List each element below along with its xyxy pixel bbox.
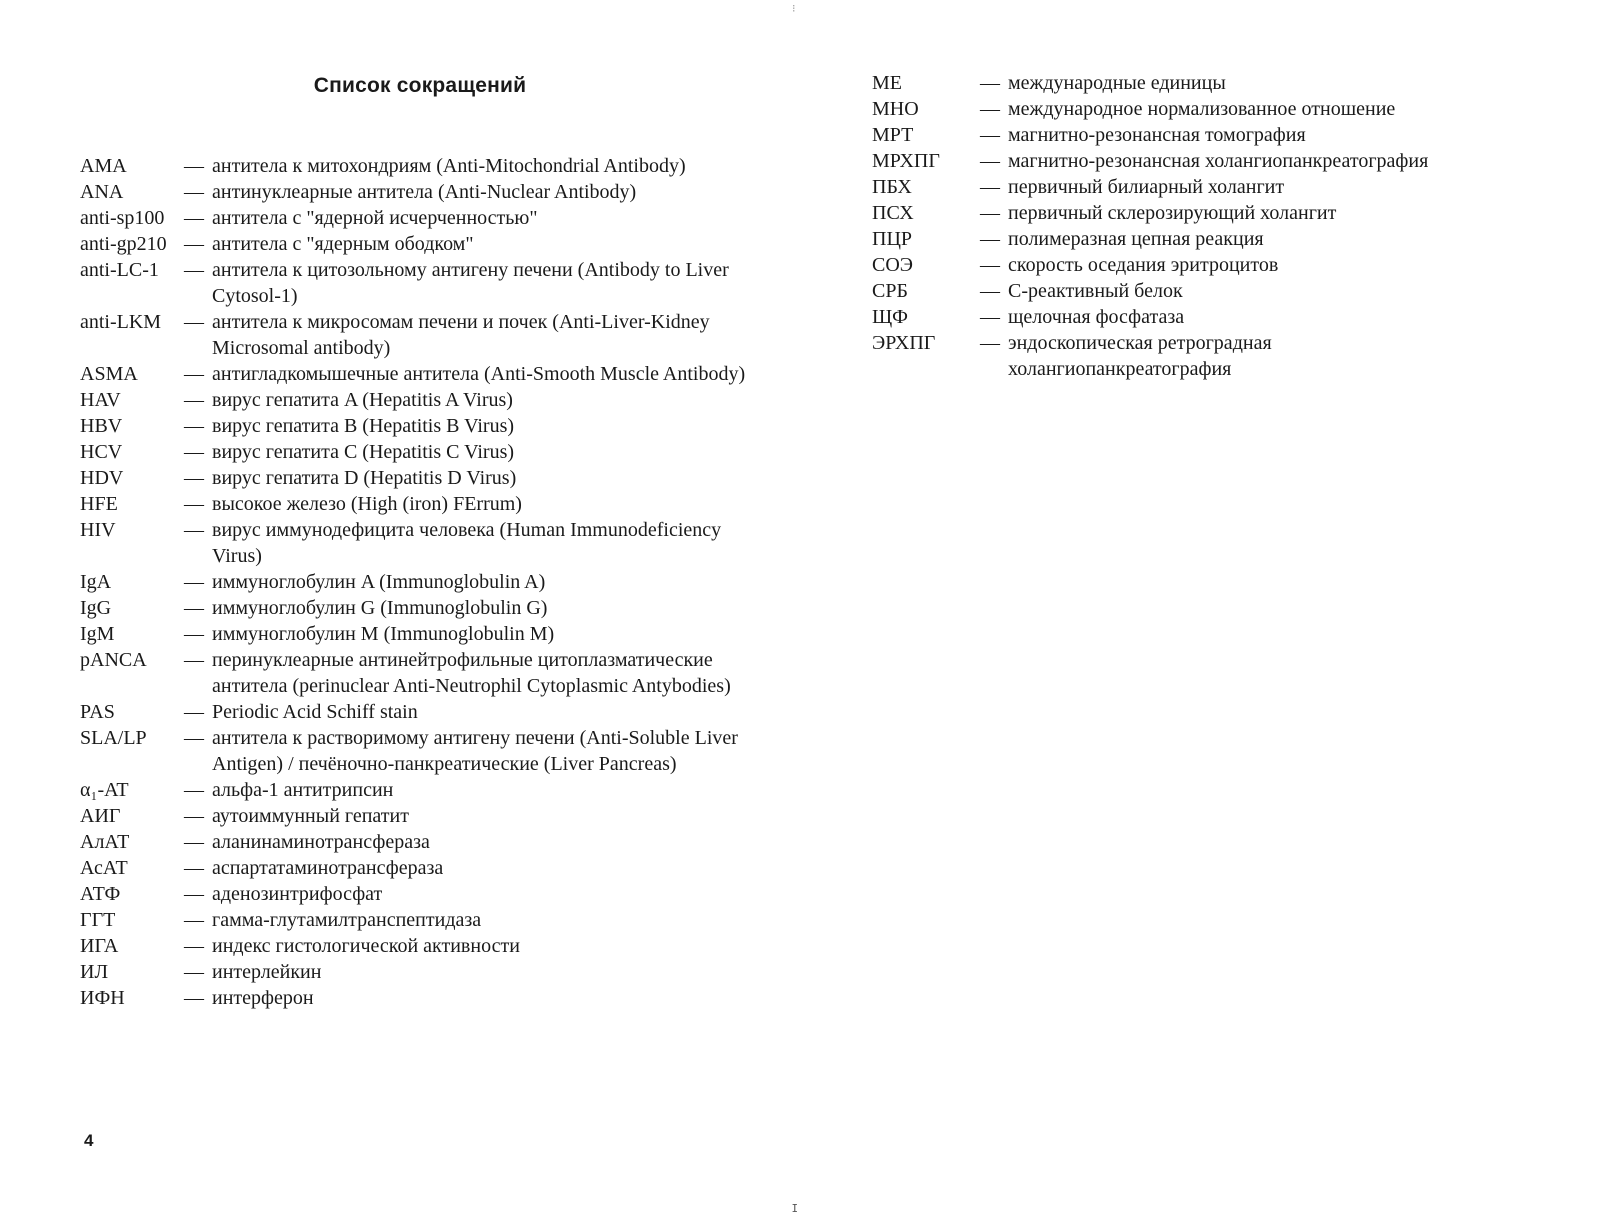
- abbreviation-entry: [80, 257, 780, 309]
- em-dash-separator: —: [980, 306, 1000, 328]
- abbreviation-definition: антитела к митохондриям (Anti-Mitochondrial Antibody): [212, 155, 686, 177]
- abbreviation-definition: иммуноглобулин M (Immunoglobulin M): [212, 623, 555, 645]
- abbreviation-definition: вирус гепатита B (Hepatitis B Virus): [212, 415, 515, 437]
- abbreviation-term: ЭРХПГ: [872, 332, 936, 354]
- em-dash-separator: —: [184, 857, 204, 879]
- abbreviation-entry: [80, 309, 780, 361]
- em-dash-separator: —: [980, 202, 1000, 224]
- abbreviation-entry: [80, 413, 780, 439]
- em-dash-separator: —: [184, 961, 204, 983]
- abbreviation-list-right: [872, 70, 1592, 382]
- abbreviation-definition: первичный билиарный холангит: [1008, 176, 1285, 198]
- em-dash-separator: —: [980, 124, 1000, 146]
- abbreviation-definition: антинуклеарные антитела (Anti-Nuclear Antibody): [212, 181, 637, 203]
- abbreviation-entry: [872, 96, 1592, 122]
- abbreviation-entry: [80, 985, 780, 1011]
- abbreviation-definition: высокое железо (High (iron) FErrum): [212, 493, 522, 515]
- abbreviation-entry: [872, 304, 1592, 330]
- em-dash-separator: —: [184, 597, 204, 619]
- abbreviation-term: ASMA: [80, 363, 138, 385]
- abbreviation-term: ПБХ: [872, 176, 912, 198]
- abbreviation-term: ИЛ: [80, 961, 109, 983]
- em-dash-separator: —: [184, 389, 204, 411]
- abbreviation-definition: магнитно-резонансная холангиопанкреатография: [1008, 150, 1429, 172]
- abbreviation-definition: щелочная фосфатаза: [1008, 306, 1185, 328]
- abbreviation-entry: [80, 933, 780, 959]
- abbreviation-term: HAV: [80, 389, 121, 411]
- abbreviation-entry: [80, 517, 780, 569]
- abbreviation-list-left: [80, 153, 780, 1011]
- abbreviation-entry: [872, 174, 1592, 200]
- abbreviation-entry: [80, 699, 780, 725]
- abbreviation-entry: [80, 647, 780, 699]
- abbreviation-term: IgG: [80, 597, 112, 619]
- page-title: Список сокращений: [313, 74, 527, 97]
- abbreviation-definition: иммуноглобулин A (Immunoglobulin A): [212, 571, 546, 593]
- abbreviation-term: АлАТ: [80, 831, 130, 853]
- abbreviation-term: МНО: [872, 98, 919, 120]
- em-dash-separator: —: [184, 805, 204, 827]
- em-dash-separator: —: [184, 935, 204, 957]
- em-dash-separator: —: [184, 207, 204, 229]
- binding-mark-icon: ⵊ: [792, 1203, 798, 1215]
- em-dash-separator: —: [184, 909, 204, 931]
- em-dash-separator: —: [184, 987, 204, 1009]
- abbreviation-definition: интерферон: [212, 987, 314, 1009]
- abbreviation-definition: антитела с "ядерным ободком": [212, 233, 474, 255]
- abbreviation-term: МРХПГ: [872, 150, 940, 172]
- abbreviation-entry: [80, 907, 780, 933]
- abbreviation-entry: [80, 153, 780, 179]
- em-dash-separator: —: [184, 311, 204, 333]
- abbreviation-definition: аутоиммунный гепатит: [212, 805, 409, 827]
- abbreviation-entry: [872, 148, 1592, 174]
- abbreviation-definition: Periodic Acid Schiff stain: [212, 701, 418, 723]
- em-dash-separator: —: [184, 155, 204, 177]
- abbreviation-term: α₁-AT: [80, 779, 129, 801]
- abbreviation-definition: вирус гепатита C (Hepatitis C Virus): [212, 441, 515, 463]
- em-dash-separator: —: [980, 72, 1000, 94]
- abbreviation-entry: [872, 122, 1592, 148]
- em-dash-separator: —: [980, 332, 1000, 354]
- abbreviation-term: СОЭ: [872, 254, 913, 276]
- abbreviation-definition: С-реактивный белок: [1008, 280, 1183, 302]
- abbreviation-definition: первичный склерозирующий холангит: [1008, 202, 1337, 224]
- em-dash-separator: —: [184, 727, 204, 749]
- em-dash-separator: —: [184, 779, 204, 801]
- abbreviation-term: AMA: [80, 155, 127, 177]
- abbreviation-definition: международные единицы: [1008, 72, 1226, 94]
- em-dash-separator: —: [184, 623, 204, 645]
- em-dash-separator: —: [184, 571, 204, 593]
- em-dash-separator: —: [184, 493, 204, 515]
- abbreviation-entry: [80, 179, 780, 205]
- abbreviation-term: ИГА: [80, 935, 119, 957]
- abbreviation-entry: [80, 439, 780, 465]
- em-dash-separator: —: [184, 415, 204, 437]
- abbreviation-term: АИГ: [80, 805, 121, 827]
- abbreviation-definition: антигладкомышечные антитела (Anti-Smooth Muscle Antibody): [212, 363, 746, 385]
- abbreviation-entry: [80, 491, 780, 517]
- abbreviation-entry: [80, 361, 780, 387]
- abbreviation-entry: [872, 200, 1592, 226]
- abbreviation-entry: [872, 252, 1592, 278]
- abbreviation-term: IgA: [80, 571, 112, 593]
- abbreviation-definition: вирус гепатита A (Hepatitis A Virus): [212, 389, 513, 411]
- em-dash-separator: —: [184, 649, 204, 671]
- abbreviation-definition: антитела к растворимому антигену печени (Anti-Soluble Liver Antigen) / печёночно-панкреатические (Liver Pancreas): [212, 727, 738, 775]
- abbreviation-term: IgM: [80, 623, 115, 645]
- abbreviation-term: СРБ: [872, 280, 908, 302]
- abbreviation-entry: [80, 387, 780, 413]
- abbreviation-entry: [80, 205, 780, 231]
- em-dash-separator: —: [184, 441, 204, 463]
- abbreviation-definition: антитела к цитозольному антигену печени (Antibody to Liver Cytosol-1): [212, 259, 729, 307]
- em-dash-separator: —: [184, 233, 204, 255]
- abbreviation-entry: [80, 621, 780, 647]
- em-dash-separator: —: [184, 883, 204, 905]
- abbreviation-definition: аспартатаминотрансфераза: [212, 857, 444, 879]
- abbreviation-term: HFE: [80, 493, 118, 515]
- abbreviation-entry: [80, 595, 780, 621]
- abbreviation-term: МЕ: [872, 72, 902, 94]
- abbreviation-entry: [80, 569, 780, 595]
- abbreviation-term: HBV: [80, 415, 123, 437]
- abbreviation-entry: [80, 959, 780, 985]
- abbreviation-term: ЩФ: [872, 306, 908, 328]
- abbreviation-definition: альфа-1 антитрипсин: [212, 779, 394, 801]
- abbreviation-entry: [872, 330, 1592, 382]
- page-number: 4: [84, 1131, 94, 1150]
- em-dash-separator: —: [184, 519, 204, 541]
- abbreviation-definition: магнитно-резонансная томография: [1008, 124, 1306, 146]
- abbreviation-term: PAS: [80, 701, 115, 723]
- abbreviation-definition: индекс гистологической активности: [212, 935, 520, 957]
- abbreviation-definition: международное нормализованное отношение: [1008, 98, 1396, 120]
- abbreviation-definition: аденозинтрифосфат: [212, 883, 383, 905]
- abbreviation-entry: [80, 777, 780, 803]
- abbreviation-term: АсАТ: [80, 857, 128, 879]
- abbreviation-entry: [872, 226, 1592, 252]
- abbreviation-definition: антитела с "ядерной исчерченностью": [212, 207, 538, 229]
- em-dash-separator: —: [980, 280, 1000, 302]
- abbreviation-definition: полимеразная цепная реакция: [1008, 228, 1264, 250]
- em-dash-separator: —: [980, 228, 1000, 250]
- abbreviation-definition: интерлейкин: [212, 961, 322, 983]
- abbreviation-term: SLA/LP: [80, 727, 147, 749]
- abbreviation-term: АТФ: [80, 883, 121, 905]
- abbreviation-entry: [80, 855, 780, 881]
- abbreviation-term: HDV: [80, 467, 124, 489]
- em-dash-separator: —: [184, 467, 204, 489]
- abbreviation-entry: [80, 803, 780, 829]
- abbreviation-definition: антитела к микросомам печени и почек (Anti-Liver-Kidney Microsomal antibody): [212, 311, 710, 359]
- abbreviation-entry: [872, 278, 1592, 304]
- em-dash-separator: —: [184, 259, 204, 281]
- em-dash-separator: —: [184, 701, 204, 723]
- abbreviation-definition: гамма-глутамилтранспептидаза: [212, 909, 482, 931]
- abbreviation-entry: [80, 829, 780, 855]
- em-dash-separator: —: [980, 150, 1000, 172]
- abbreviation-entry: [80, 231, 780, 257]
- abbreviation-entry: [80, 881, 780, 907]
- abbreviation-definition: эндоскопическая ретроградная холангиопанкреатография: [1008, 332, 1272, 380]
- em-dash-separator: —: [184, 363, 204, 385]
- em-dash-separator: —: [980, 254, 1000, 276]
- abbreviation-term: anti-sp100: [80, 207, 165, 229]
- abbreviation-entry: [80, 465, 780, 491]
- abbreviation-definition: перинуклеарные антинейтрофильные цитоплазматические антитела (perinuclear Anti-Neutrophil Cytoplasmic Antybodies): [212, 649, 731, 697]
- abbreviation-term: ANA: [80, 181, 124, 203]
- abbreviation-term: ПСХ: [872, 202, 914, 224]
- abbreviation-term: ИФН: [80, 987, 125, 1009]
- abbreviation-term: МРТ: [872, 124, 914, 146]
- abbreviation-definition: иммуноглобулин G (Immunoglobulin G): [212, 597, 548, 619]
- abbreviation-definition: вирус гепатита D (Hepatitis D Virus): [212, 467, 517, 489]
- abbreviation-term: HIV: [80, 519, 116, 541]
- abbreviation-definition: аланинаминотрансфераза: [212, 831, 430, 853]
- abbreviation-entry: [80, 725, 780, 777]
- abbreviation-definition: скорость оседания эритроцитов: [1008, 254, 1279, 276]
- em-dash-separator: —: [184, 181, 204, 203]
- abbreviation-entry: [872, 70, 1592, 96]
- abbreviation-term: anti-LKM: [80, 311, 162, 333]
- em-dash-separator: —: [980, 98, 1000, 120]
- abbreviation-term: ПЦР: [872, 228, 913, 250]
- abbreviation-term: pANCA: [80, 649, 147, 671]
- abbreviation-term: anti-LC-1: [80, 259, 159, 281]
- abbreviation-definition: вирус иммунодефицита человека (Human Immunodeficiency Virus): [212, 519, 722, 567]
- gutter-tick-mark-icon: ⁝: [792, 3, 796, 15]
- abbreviation-term: HCV: [80, 441, 123, 463]
- em-dash-separator: —: [184, 831, 204, 853]
- abbreviation-term: ГГТ: [80, 909, 116, 931]
- abbreviation-term: anti-gp210: [80, 233, 167, 255]
- em-dash-separator: —: [980, 176, 1000, 198]
